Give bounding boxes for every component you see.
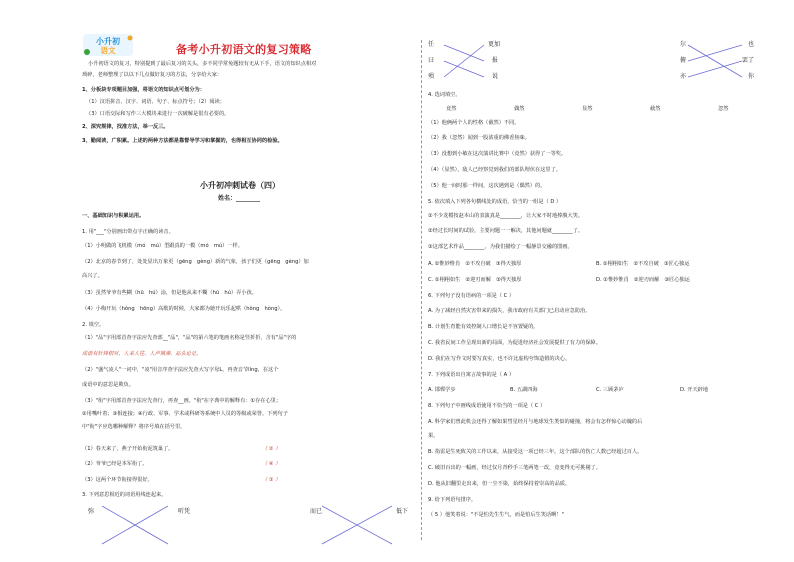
q2-s3-answer: （ ③ ） (262, 477, 281, 483)
q1-3: （3）虽然爷爷有些糊（hū hú）涂，但是他从来不糊（hū hú）弄小孩。 (82, 290, 257, 296)
q4-4: （4）（显然），敌人已经察觉到我们的部队埋伏在这里了。 (428, 167, 561, 173)
q9: 9. 给下列语句排序。 (428, 497, 477, 503)
pair-left-2: 曰 (428, 57, 435, 64)
q2-s1: （1）春天来了，燕子开始衔泥筑巢了。 (82, 446, 174, 452)
tip-3: 3、勤阅读，广积累。上述的两种方法都是靠督导学习和掌握的，也得相互协同的检验。 (82, 138, 283, 144)
q1-1: （1）小明做的飞机模（mó mú）型跟真的一模（mó mú）一样。 (82, 243, 243, 249)
q5-3: ③这部艺术作品________，为我们描绘了一幅静景交融的图画。 (428, 244, 573, 250)
word-4: 截然 (650, 106, 661, 112)
q2-s1-answer: （ ② ） (262, 446, 281, 452)
q7-option-b: B. 五湖四海 (510, 387, 538, 393)
pair-right2-1: 也 (748, 41, 755, 48)
tip-2: 2、深究规律，找准方法，举一反三。 (82, 124, 169, 130)
q2-3b: ②用嘴叶着；③相连接；④行政、军事、学术或科研等系统中人员的等级或荣誉。下列句子 (82, 411, 288, 417)
word-1: 竟然 (446, 106, 457, 112)
pair-right-2: 俯 (680, 57, 687, 64)
q4-5: （5）他一间时那一样间，这次遇到是（偶然）的。 (428, 183, 546, 189)
pair-left2-1: 更加 (488, 41, 501, 48)
q4-3: （3）没想到小敏在这次演讲比赛中（竟然）获得了一等奖。 (428, 151, 567, 157)
q5-option-a: A. ①惟妙惟肖 ②不攻自破 ③得天独厚 (428, 261, 522, 267)
word-3: 显然 (582, 106, 593, 112)
q4-2: （2）我（忽然）闻到一股浓重的佛香焦味。 (428, 135, 530, 141)
word-2: 偶然 (514, 106, 525, 112)
q2: 2. 填空。 (82, 322, 105, 328)
q8: 8. 下列句子中画线成语使用不恰当的一项是（ C ） (428, 403, 546, 409)
q6: 6. 下列句子没有语病的一项是（ C ） (428, 293, 515, 299)
q1-2: （2）北京的春节到了，处处显出万象更（gēng gèng）新的气象，孩子们更（gēng gèng）加 (82, 259, 309, 265)
q2-s3: （3）这两个环节衔接得很好。 (82, 477, 153, 483)
q7: 7. 下列成语出自寓言故事的是（ A ） (428, 372, 515, 378)
q2-1: （1）"品"字用部首查字法应先查部__"品"，"品"的第六笔的笔画名称是竖折折，含有"品"字的 (82, 335, 297, 341)
pair-left-3: 殒 (428, 73, 435, 80)
q5-2: ②经过长时间的试验，主要问题一一解决，其他问题就________了。 (428, 228, 584, 234)
q2-2: （2）"盛气凌人"一词中，"凌"用音序查字法应先查大写字母L，再查音节líng，在这个 (82, 367, 279, 373)
q2-1b: 成语有针锋相对、人来人往、人声鼎沸、品头论足。 (82, 351, 202, 357)
column-divider (421, 40, 422, 540)
exam-title: 小升初冲刺试卷（四） (200, 181, 280, 190)
q7-option-c: C. 三顾茅庐 (596, 387, 624, 393)
svg-text:语文: 语文 (100, 46, 116, 55)
q2-3: （3）"衔"字用部首查字法应先查行，再查__画。"衔"在字典中的解释有：①存在心里； (82, 398, 282, 404)
q2-2b: 成语中的意思是欺负。 (82, 382, 134, 388)
strategy-title: 备考小升初语文的复习策略 (176, 43, 312, 56)
match-item-3: 而已 (310, 508, 323, 515)
q5-option-b: B. ①栩栩如生 ②不攻自破 ③匠心独运 (596, 261, 690, 267)
q8-d: D. 他从旧翻里走出来，但一尘不染，始终保持着崇高的品质。 (428, 481, 571, 487)
q8-a: A. 科学家们曾此机会还得了解如果彗星经月与地球发生类似的碰撞，将会有怎样惊心动魄的后 (428, 419, 643, 425)
svg-text:小升初: 小升初 (96, 37, 120, 46)
q5-option-c: C. ①栩栩如生 ②迎刃而解 ③得天独厚 (428, 277, 522, 283)
q6-b: B. 计划生育能有效控制人口增长是不容置疑的。 (428, 324, 539, 330)
intro-line-1: 小升初语文的复习，特别提到了最后复习的关头，多不同学常免题较有无从下手，语文的知识点相对 (88, 61, 317, 67)
pair-right-1: 尔 (680, 41, 687, 48)
word-5: 忽然 (718, 106, 729, 112)
q8-c: C. 破旧百出的一幅画，经过仅月青秒手三笔两笔一改，竟变得无可挑剔了。 (428, 465, 601, 471)
q5-option-d: D. ①惟妙惟肖 ②迎刃而解 ③匠心独运 (596, 277, 690, 283)
pair-left-1: 任 (428, 41, 435, 48)
section-1-title: 一、基础知识与积累运用。 (82, 213, 145, 219)
tip-1: 1、分板块专项题目加强，将语文的知识点可划分为： (82, 87, 205, 93)
q4: 4. 选词填空。 (428, 92, 461, 98)
pair-left2-2: 报 (492, 57, 499, 64)
q8-a2: 果。 (428, 433, 439, 439)
pair-right2-3: 你 (748, 73, 755, 80)
match-item-1: 弥 (88, 508, 95, 515)
q6-c: C. 我省民间工作呈现出新的局面，为促进经济社会发展提供了有力的保障。 (428, 340, 601, 346)
q5: 5. 依次填入下列各句横线处的成语，恰当的一组是（ D ） (428, 199, 562, 205)
q1: 1. 用"___"分别画出带点字正确的读音。 (82, 229, 174, 235)
q4-1: （1）他俩两个人的性格（截然）不同。 (428, 120, 520, 126)
tip-1a: （1）汉语拼音、汉字、词语、句子、标点符号；（2）阅读； (86, 99, 225, 105)
q6-d: D. 我们在写作文时要写真实，也不许比虚构夸饰造假的决心。 (428, 356, 571, 362)
pair-right2-2: 罢了 (742, 57, 755, 64)
logo (80, 32, 138, 58)
q3: 3. 下列意思相近的词语用线连起来。 (82, 492, 167, 498)
match-item-4: 低下 (396, 508, 409, 515)
pair-right-3: 亦 (680, 73, 687, 80)
tip-1b: （3）口语交际和写作三大模块来进行一次破解是很有必要的。 (86, 111, 230, 117)
q2-s2-answer: （ ④ ） (262, 461, 281, 467)
match-item-2: 听凭 (178, 508, 191, 515)
intro-line-2: 琐碎，老师整理了以以下几点做好复习的方法，分享给大家： (82, 72, 223, 78)
q1-4: （4）小梅开玩（hǒng hōng）高歌的时候，大家都为她开玩乐起哄（hǒng hòng）。 (82, 306, 286, 312)
q9-1: （ 5 ）他笑着说："不是怕先生生气，而是怕后生笑话啊！" (428, 512, 564, 518)
q7-option-d: D. 开天辟地 (680, 387, 709, 393)
q2-s2: （2）爷爷已经是本军衔了。 (82, 461, 148, 467)
match-lines-right (436, 40, 776, 84)
match-lines-left (82, 500, 420, 550)
q1-2b: 高兴了。 (82, 273, 103, 279)
q2-3c: 中"衔"字应选哪种解释？将序号填在括号里。 (82, 424, 186, 430)
q8-b: B. 指雷是生死攸关的工作以来，从接受这一项已经三年。这个部队的伤亡人数已经超过百人。 (428, 449, 643, 455)
q5-1: ①不少龙模按赵本山的表演真是________，让大家不时地捧腹大笑。 (428, 213, 584, 219)
pair-left2-3: 说 (492, 73, 499, 80)
q6-a: A. 为了减轻自然灾害带来的损失，我市政府有关部门已启动应急防治。 (428, 308, 591, 314)
q7-option-a: A. 邯郸学步 (428, 387, 456, 393)
name-field[interactable]: 姓名：________ (218, 195, 261, 202)
